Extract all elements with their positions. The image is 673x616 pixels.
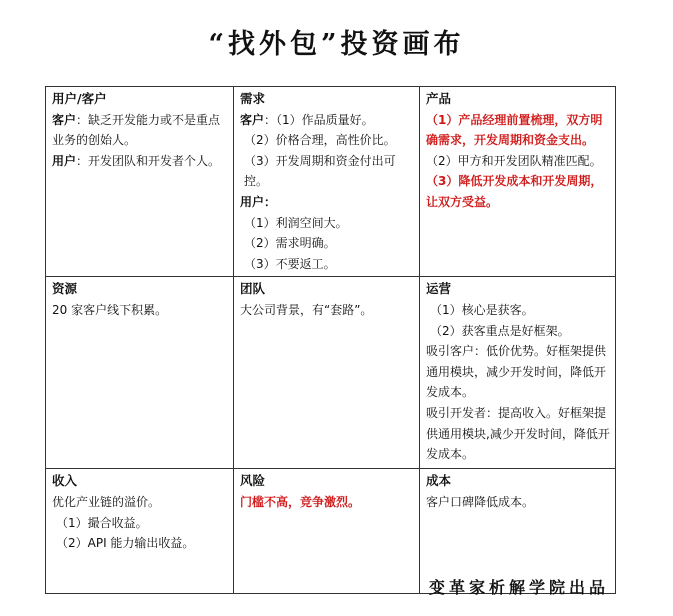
cell-header-user-customer: 用户/客户 (52, 91, 107, 106)
user-label: 用户 (52, 153, 77, 168)
demand-customer-label: 客户 (240, 112, 265, 127)
cell-operations (420, 277, 616, 469)
cost-text: 客户口碑降低成本。 (426, 494, 535, 509)
product-item-3: （3）降低开发成本和开发周期，让双方受益。 (426, 174, 603, 209)
investment-canvas-table (45, 86, 616, 594)
demand-user-item-3: （3）不要返工。 (244, 256, 336, 271)
revenue-item-2: （2）API 能力输出收益。 (56, 536, 195, 551)
cell-resources (46, 277, 234, 469)
demand-user-label: 用户： (240, 194, 277, 209)
cell-user-customer (46, 87, 234, 277)
user-description (52, 151, 229, 172)
resources-text: 20 家客户线下积累。 (52, 302, 168, 317)
demand-customer-item-2: （2）价格合理，高性价比。 (244, 133, 396, 148)
cell-header-demand: 需求 (240, 91, 266, 106)
cell-demand (234, 87, 420, 277)
user-text: ：开发团队和开发者个人。 (76, 153, 221, 168)
cell-risk (234, 469, 420, 594)
operations-attract-customer: 吸引客户：低价优势。好框架提供通用模块，减少开发时间，降低开发成本。 (426, 344, 607, 400)
risk-text: 门槛不高，竞争激烈。 (240, 494, 361, 509)
operations-item-1: （1）核心是获客。 (430, 302, 534, 317)
page-title: “找外包”投资画布 (208, 29, 465, 60)
revenue-item-1: （1）撮合收益。 (56, 515, 148, 530)
cell-header-revenue: 收入 (52, 473, 78, 489)
footer-credit: 变革家析解学院出品 (428, 578, 609, 597)
cell-header-resources: 资源 (52, 281, 78, 297)
demand-customer-item-3: （3）开发周期和资金付出可控。 (244, 153, 396, 189)
customer-text: ：缺乏开发能力或不是重点业务的创始人。 (52, 112, 221, 148)
cell-header-product: 产品 (426, 91, 452, 106)
cell-header-team: 团队 (240, 281, 266, 297)
cell-header-operations: 运营 (426, 281, 452, 297)
cell-header-cost: 成本 (426, 473, 452, 489)
cell-product (420, 87, 616, 277)
operations-item-2: （2）获客重点是好框架。 (430, 323, 570, 338)
product-item-1: （1）产品经理前置梳理，双方明确需求，开发周期和资金支出。 (426, 112, 603, 148)
team-text: 大公司背景，有“套路”。 (240, 302, 373, 317)
cell-header-risk: 风险 (240, 473, 266, 489)
demand-user-item-1: （1）利润空间大。 (244, 215, 348, 230)
customer-description (52, 110, 229, 151)
customer-label: 客户 (52, 112, 77, 127)
cell-revenue (46, 469, 234, 594)
demand-customer-item-1: ：（1）作品质量好。 (264, 112, 374, 127)
revenue-text: 优化产业链的溢价。 (52, 494, 161, 509)
product-item-2: （2）甲方和开发团队精准匹配。 (426, 153, 602, 168)
demand-customer-line (240, 110, 415, 131)
operations-attract-developer: 吸引开发者：提高收入。好框架提供通用模块,减少开发时间，降低开发成本。 (426, 405, 610, 462)
demand-user-item-2: （2）需求明确。 (244, 236, 336, 251)
cell-team (234, 277, 420, 469)
